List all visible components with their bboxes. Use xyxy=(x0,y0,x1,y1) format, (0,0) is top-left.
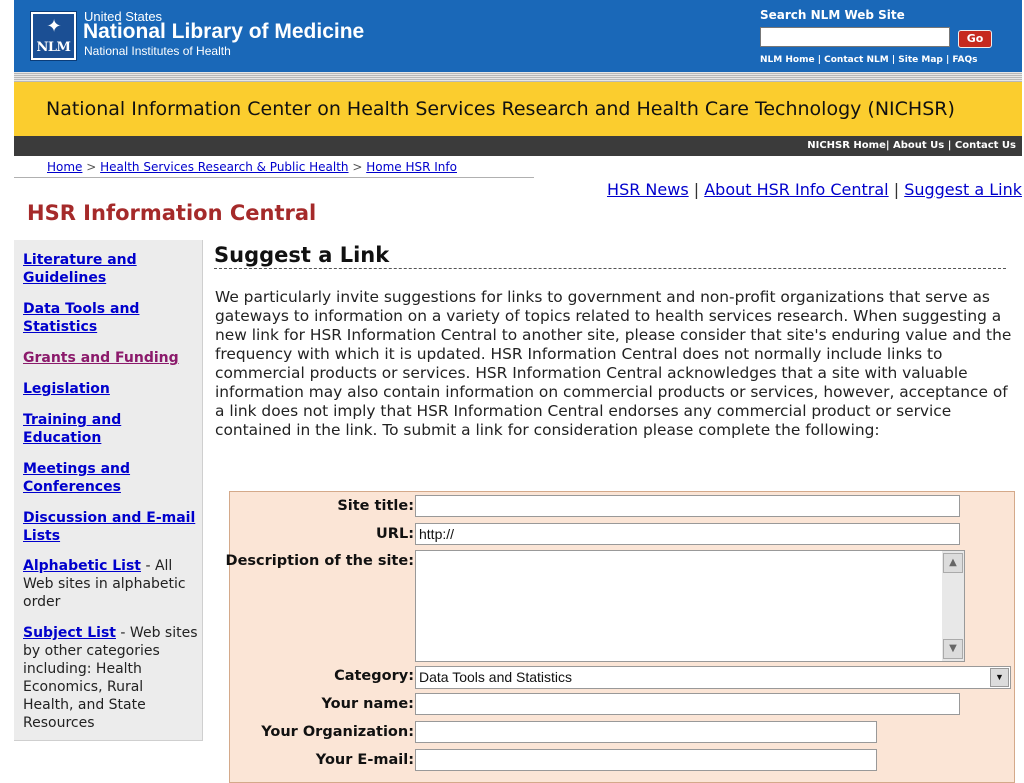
star-icon: ✦ xyxy=(46,16,62,37)
your-name-label: Your name: xyxy=(321,696,414,712)
nlm-home-link[interactable]: NLM Home xyxy=(760,55,815,65)
site-title-field[interactable] xyxy=(415,495,960,517)
nichsr-title: National Information Center on Health Services Research and Health Care Technology (NICHSR) xyxy=(46,98,955,120)
sidebar-item-grants xyxy=(23,349,198,367)
nlm-logo-text: NLM xyxy=(36,40,71,55)
intro-paragraph: We particularly invite suggestions for links to government and non-profit organizations that serve as gateways to information on a variety of topics related to health services research. When suggesting a new link for HSR Information Central to another site, please consider that site's enduring value and the frequency with which it is updated. HSR Information Central does not normally include links to commercial products or services. HSR Information Central acknowledges that a site with valuable information may also contain information on commercial products or services, however, acceptance of a link does not imply that HSR Information Central endorses any commercial product or service contained in the link. To submit a link for consideration please complete the following: xyxy=(215,288,1012,439)
description-textarea[interactable] xyxy=(415,550,965,662)
site-title-label: Site title: xyxy=(337,498,414,514)
description-scrollbar[interactable] xyxy=(942,551,964,661)
your-name-field[interactable] xyxy=(415,693,960,715)
left-frame xyxy=(0,0,14,768)
description-label: Description of the site: xyxy=(225,553,414,569)
suggest-a-link-link[interactable]: Suggest a Link xyxy=(904,180,1022,199)
faqs-link[interactable]: FAQs xyxy=(952,55,978,65)
sidebar-link-literature[interactable]: Literature and Guidelines xyxy=(23,252,137,286)
category-label: Category: xyxy=(334,668,414,684)
about-hsr-info-central-link[interactable]: About HSR Info Central xyxy=(704,180,889,199)
url-field[interactable] xyxy=(415,523,960,545)
url-label: URL: xyxy=(376,526,414,542)
sidebar-link-subject[interactable]: Subject List xyxy=(23,625,116,641)
your-organization-label: Your Organization: xyxy=(261,724,414,740)
about-us-link[interactable]: About Us xyxy=(893,140,945,151)
site-map-link[interactable]: Site Map xyxy=(898,55,943,65)
sidebar-desc-subject: - Web sites by other categories including: Health Economics, Rural Health, and State Resources xyxy=(23,625,198,731)
sidebar-link-grants[interactable]: Grants and Funding xyxy=(23,350,179,366)
your-email-label: Your E-mail: xyxy=(315,752,414,768)
breadcrumb-hsr-public-health[interactable]: Health Services Research & Public Health xyxy=(100,160,349,174)
breadcrumb-home-hsr-info[interactable]: Home HSR Info xyxy=(366,160,457,174)
category-selected-value: Data Tools and Statistics xyxy=(419,669,573,685)
sidebar-link-data-tools[interactable]: Data Tools and Statistics xyxy=(23,301,140,335)
sidebar-item-discussion xyxy=(23,509,198,545)
header-links: NLM Home | Contact NLM | Site Map | FAQs xyxy=(760,55,978,65)
chevron-down-icon[interactable]: ▼ xyxy=(990,668,1009,687)
sidebar-item-alphabetic xyxy=(23,557,198,611)
nlm-header xyxy=(14,0,1024,72)
sidebar-item-subject xyxy=(23,624,198,732)
sidebar-link-legislation[interactable]: Legislation xyxy=(23,381,110,397)
nichsr-links: NICHSR Home| About Us | Contact Us xyxy=(807,140,1016,151)
nichsr-home-link[interactable]: NICHSR Home xyxy=(807,140,886,151)
go-button[interactable]: Go xyxy=(958,30,992,48)
suggest-link-form xyxy=(225,491,1015,783)
sidebar-item-data-tools xyxy=(23,300,198,336)
hsr-news-link[interactable]: HSR News xyxy=(607,180,689,199)
sidebar-item-meetings xyxy=(23,460,198,496)
nlm-logo[interactable] xyxy=(30,11,77,61)
page-title: HSR Information Central xyxy=(27,201,317,225)
your-organization-field[interactable] xyxy=(415,721,877,743)
contact-nlm-link[interactable]: Contact NLM xyxy=(824,55,889,65)
scroll-down-icon[interactable]: ▼ xyxy=(943,639,963,659)
sidebar-item-literature xyxy=(23,251,198,287)
header-nih-text: National Institutes of Health xyxy=(84,44,231,58)
search-label: Search NLM Web Site xyxy=(760,8,905,22)
sidebar-item-legislation xyxy=(23,380,198,398)
main-heading: Suggest a Link xyxy=(214,243,390,267)
breadcrumb: Home > Health Services Research & Public Health > Home HSR Info xyxy=(47,160,457,174)
sidebar-item-training xyxy=(23,411,198,447)
contact-us-link[interactable]: Contact Us xyxy=(954,140,1016,151)
nichsr-banner xyxy=(14,82,1024,136)
sidebar-link-alphabetic[interactable]: Alphabetic List xyxy=(23,558,141,574)
header-us-text: United States xyxy=(84,9,163,24)
scroll-up-icon[interactable]: ▲ xyxy=(943,553,963,573)
breadcrumb-home[interactable]: Home xyxy=(47,160,83,174)
sidebar-link-meetings[interactable]: Meetings and Conferences xyxy=(23,461,131,495)
header-nlm-title[interactable]: National Library of Medicine xyxy=(83,20,365,43)
nichsr-nav-bar xyxy=(14,136,1024,156)
sidebar xyxy=(14,240,203,741)
sidebar-link-training[interactable]: Training and Education xyxy=(23,412,122,446)
sidebar-link-discussion[interactable]: Discussion and E-mail Lists xyxy=(23,510,196,544)
header-divider xyxy=(14,72,1024,82)
top-links: HSR News | About HSR Info Central | Suggest a Link xyxy=(607,180,1022,199)
category-select[interactable] xyxy=(415,666,1011,689)
sidebar-desc-alphabetic: - All Web sites in alphabetic order xyxy=(23,558,186,610)
heading-divider xyxy=(214,268,1006,269)
nlm-logo-emblem xyxy=(33,14,74,58)
breadcrumb-divider xyxy=(14,177,534,178)
search-input[interactable] xyxy=(760,27,950,47)
